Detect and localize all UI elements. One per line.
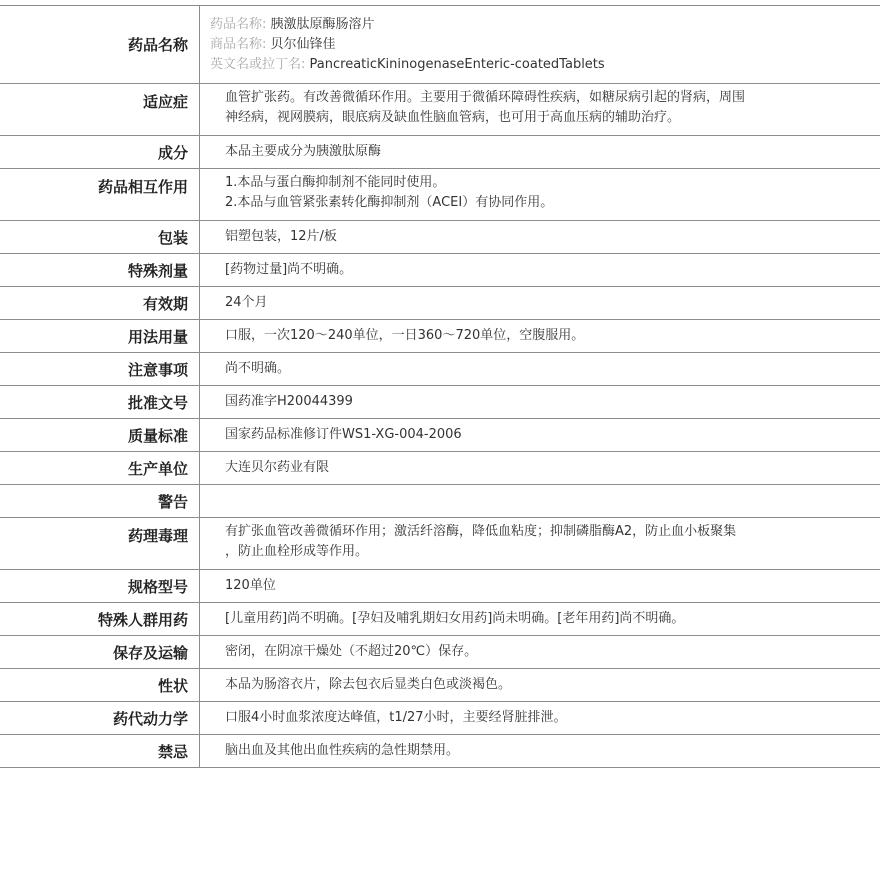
row-approval-number [0, 386, 880, 419]
text-line: 尚不明确。 [225, 361, 291, 376]
row-dosage [0, 320, 880, 353]
row-value [200, 603, 880, 635]
row-label: 有效期 [0, 287, 200, 319]
text-line: 有扩张血管改善微循环作用；激活纤溶酶，降低血粘度；抑制磷脂酶A2，防止血小板聚集 [225, 524, 737, 539]
english-name-key: 英文名或拉丁名: [210, 56, 306, 72]
trade-name-value: 贝尔仙锋佳 [270, 36, 336, 52]
row-label: 规格型号 [0, 570, 200, 602]
row-value [200, 136, 880, 168]
row-value [200, 84, 880, 135]
row-label: 适应症 [0, 84, 200, 135]
row-label: 批准文号 [0, 386, 200, 418]
row-value [200, 169, 880, 220]
text-line: 国药准字H20044399 [225, 394, 353, 409]
row-value [200, 221, 880, 253]
row-label: 质量标准 [0, 419, 200, 451]
row-value [200, 570, 880, 602]
row-value [200, 254, 880, 286]
text-line: 1.本品与蛋白酶抑制剂不能同时使用。 [225, 175, 446, 190]
text-line: 国家药品标准修订件WS1-XG-004-2006 [225, 427, 462, 442]
row-indications [0, 84, 880, 136]
generic-name-line [210, 15, 860, 35]
text-line: 密闭，在阴凉干燥处（不超过20℃）保存。 [225, 644, 478, 659]
row-packaging [0, 221, 880, 254]
row-specification [0, 570, 880, 603]
text-line: 铝塑包装，12片/板 [225, 229, 337, 244]
row-pharmacology [0, 518, 880, 570]
row-label: 药理毒理 [0, 518, 200, 569]
generic-name-value: 胰激肽原酶肠溶片 [270, 16, 375, 32]
row-value [200, 419, 880, 451]
text-line: 2.本品与血管紧张素转化酶抑制剂（ACEI）有协同作用。 [225, 195, 554, 210]
generic-name-key: 药品名称: [210, 16, 267, 32]
row-manufacturer [0, 452, 880, 485]
row-label: 警告 [0, 485, 200, 517]
text-line: 血管扩张药。有改善微循环作用。主要用于微循环障碍性疾病，如糖尿病引起的肾病，周围 [225, 90, 746, 105]
row-interactions [0, 169, 880, 221]
row-value [200, 386, 880, 418]
row-drug-name [0, 5, 880, 84]
row-quality-standard [0, 419, 880, 452]
row-contraindications [0, 735, 880, 768]
row-value [200, 353, 880, 385]
row-value [200, 735, 880, 767]
row-value [200, 518, 880, 569]
row-special-populations [0, 603, 880, 636]
row-pharmacokinetics [0, 702, 880, 735]
row-label: 特殊人群用药 [0, 603, 200, 635]
row-value [200, 452, 880, 484]
row-composition [0, 136, 880, 169]
row-value [200, 669, 880, 701]
text-line: 本品为肠溶衣片，除去包衣后显类白色或淡褐色。 [225, 677, 512, 692]
row-label: 保存及运输 [0, 636, 200, 668]
row-label: 性状 [0, 669, 200, 701]
row-label: 药代动力学 [0, 702, 200, 734]
text-line: 口服4小时血浆浓度达峰值，t1/27小时，主要经肾脏排泄。 [225, 710, 567, 725]
english-name-value: PancreaticKininogenaseEnteric-coatedTablets [309, 56, 605, 72]
row-warning [0, 485, 880, 518]
row-special-dosage [0, 254, 880, 287]
row-label: 药品名称 [0, 6, 200, 83]
english-name-line [210, 55, 860, 75]
row-shelf-life [0, 287, 880, 320]
drug-info-table [0, 5, 880, 768]
row-appearance [0, 669, 880, 702]
row-label: 包装 [0, 221, 200, 253]
text-line: 120单位 [225, 578, 276, 593]
row-label: 禁忌 [0, 735, 200, 767]
trade-name-line [210, 35, 860, 55]
text-line: 脑出血及其他出血性疾病的急性期禁用。 [225, 743, 460, 758]
text-line: 口服，一次120～240单位，一日360～720单位，空腹服用。 [225, 328, 585, 343]
row-label: 特殊剂量 [0, 254, 200, 286]
row-value [200, 6, 880, 83]
row-value [200, 320, 880, 352]
row-label: 成分 [0, 136, 200, 168]
row-label: 药品相互作用 [0, 169, 200, 220]
row-label: 生产单位 [0, 452, 200, 484]
row-value [200, 287, 880, 319]
trade-name-key: 商品名称: [210, 36, 267, 52]
row-label: 用法用量 [0, 320, 200, 352]
text-line: 本品主要成分为胰激肽原酶 [225, 144, 382, 159]
row-precautions [0, 353, 880, 386]
text-line: 神经病，视网膜病，眼底病及缺血性脑血管病，也可用于高血压病的辅助治疗。 [225, 110, 681, 125]
row-storage [0, 636, 880, 669]
text-line: 大连贝尔药业有限 [225, 460, 330, 475]
row-value [200, 702, 880, 734]
text-line: [儿童用药]尚不明确。[孕妇及哺乳期妇女用药]尚未明确。[老年用药]尚不明确。 [225, 611, 685, 626]
text-line: 24个月 [225, 295, 268, 310]
row-label: 注意事项 [0, 353, 200, 385]
text-line: ，防止血栓形成等作用。 [225, 544, 369, 559]
row-value [200, 485, 880, 517]
row-value [200, 636, 880, 668]
text-line: [药物过量]尚不明确。 [225, 262, 353, 277]
